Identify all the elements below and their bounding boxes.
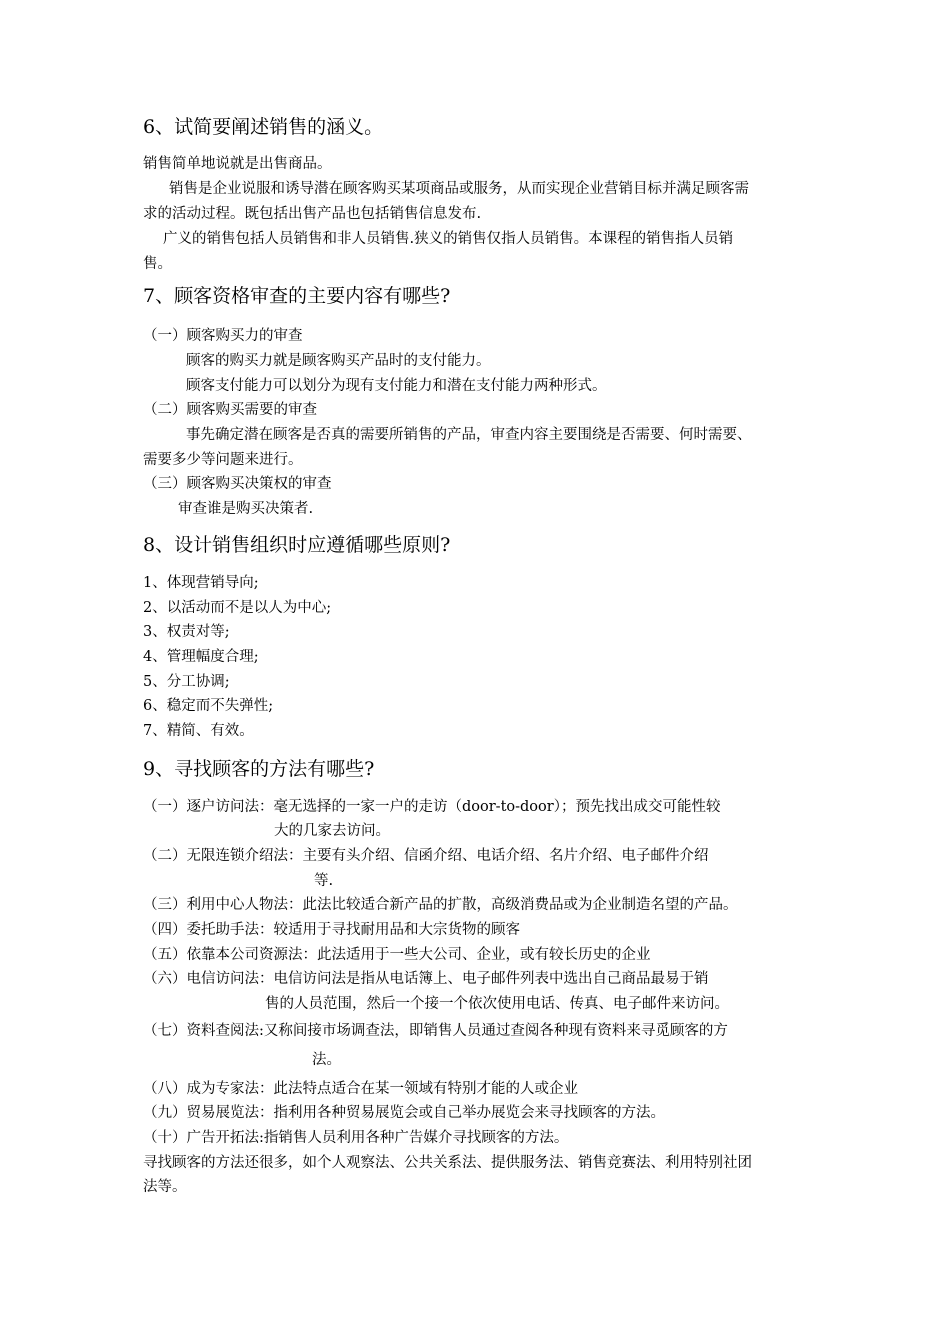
q9-method-3: （三）利用中心人物法：此法比较适合新产品的扩散，高级消费品或为企业制造名望的产品。 <box>143 897 738 913</box>
q8-principle-1: 1、体现营销导向; <box>143 575 259 591</box>
q7-section-2-line-2: 需要多少等问题来进行。 <box>143 452 303 468</box>
q8-principle-2: 2、以活动而不是以人为中心; <box>143 600 332 616</box>
q9-method-7-line-1: （七）资料查阅法:又称间接市场调查法，即销售人员通过查阅各种现有资料来寻觅顾客的方 <box>143 1023 728 1039</box>
q6-paragraph-2-line-1: 销售是企业说服和诱导潜在顾客购买某项商品或服务，从而实现企业营销目标并满足顾客需 <box>169 181 749 197</box>
q7-section-2-line-1: 事先确定潜在顾客是否真的需要所销售的产品，审查内容主要围绕是否需要、何时需要、 <box>186 427 752 443</box>
q6-paragraph-3-line-1: 广义的销售包括人员销售和非人员销售.狭义的销售仅指人员销售。本课程的销售指人员销 <box>163 231 734 247</box>
q9-closing-line-2: 法等。 <box>143 1179 187 1195</box>
q8-heading: 8、设计销售组织时应遵循哪些原则? <box>143 534 451 556</box>
q7-section-1-line-2: 顾客支付能力可以划分为现有支付能力和潜在支付能力两种形式。 <box>186 378 607 394</box>
q9-method-8: （八）成为专家法：此法特点适合在某一领域有特别才能的人或企业 <box>143 1081 578 1097</box>
q9-method-4: （四）委托助手法：较适用于寻找耐用品和大宗货物的顾客 <box>143 922 520 938</box>
q9-method-7-line-2: 法。 <box>312 1052 341 1068</box>
q9-method-6-line-2: 售的人员范围，然后一个接一个依次使用电话、传真、电子邮件来访问。 <box>265 996 729 1012</box>
q8-principle-3: 3、权责对等; <box>143 624 230 640</box>
q6-paragraph-3-line-2: 售。 <box>143 256 172 272</box>
q9-method-1-line-2: 大的几家去访问。 <box>274 823 390 839</box>
q9-method-5: （五）依靠本公司资源法：此法适用于一些大公司、企业，或有较长历史的企业 <box>143 947 651 963</box>
q9-method-1-line-1: （一）逐户访问法：毫无选择的一家一户的走访（door-to-door）；预先找出成交可能性较 <box>143 799 721 815</box>
q8-principle-7: 7、精简、有效。 <box>143 723 254 739</box>
q9-method-10: （十）广告开拓法:指销售人员利用各种广告媒介寻找顾客的方法。 <box>143 1130 569 1146</box>
q7-section-2: （二）顾客购买需要的审查 <box>143 402 317 418</box>
q8-principle-5: 5、分工协调; <box>143 674 230 690</box>
q6-paragraph-1: 销售简单地说就是出售商品。 <box>143 156 332 172</box>
q7-section-3-line-1: 审查谁是购买决策者. <box>178 501 314 517</box>
q9-heading: 9、寻找顾客的方法有哪些? <box>143 758 375 780</box>
q9-method-9: （九）贸易展览法：指利用各种贸易展览会或自己举办展览会来寻找顾客的方法。 <box>143 1105 665 1121</box>
q9-method-6-line-1: （六）电信访问法：电信访问法是指从电话簿上、电子邮件列表中选出自己商品最易于销 <box>143 971 709 987</box>
q9-method-2-line-2: 等. <box>314 873 334 889</box>
q8-principle-4: 4、管理幅度合理; <box>143 649 259 665</box>
q6-paragraph-2-line-2: 求的活动过程。既包括出售产品也包括销售信息发布. <box>143 206 482 222</box>
q9-method-2-line-1: （二）无限连锁介绍法：主要有头介绍、信函介绍、电话介绍、名片介绍、电子邮件介绍 <box>143 848 709 864</box>
q7-section-1-line-1: 顾客的购买力就是顾客购买产品时的支付能力。 <box>186 353 491 369</box>
q7-section-3: （三）顾客购买决策权的审查 <box>143 476 332 492</box>
q7-section-1: （一）顾客购买力的审查 <box>143 328 303 344</box>
q7-heading: 7、顾客资格审查的主要内容有哪些? <box>143 285 451 307</box>
q6-heading: 6、试简要阐述销售的涵义。 <box>143 116 384 138</box>
q8-principle-6: 6、稳定而不失弹性; <box>143 698 274 714</box>
q9-closing-line-1: 寻找顾客的方法还很多，如个人观察法、公共关系法、提供服务法、销售竞赛法、利用特别社团 <box>143 1155 752 1171</box>
